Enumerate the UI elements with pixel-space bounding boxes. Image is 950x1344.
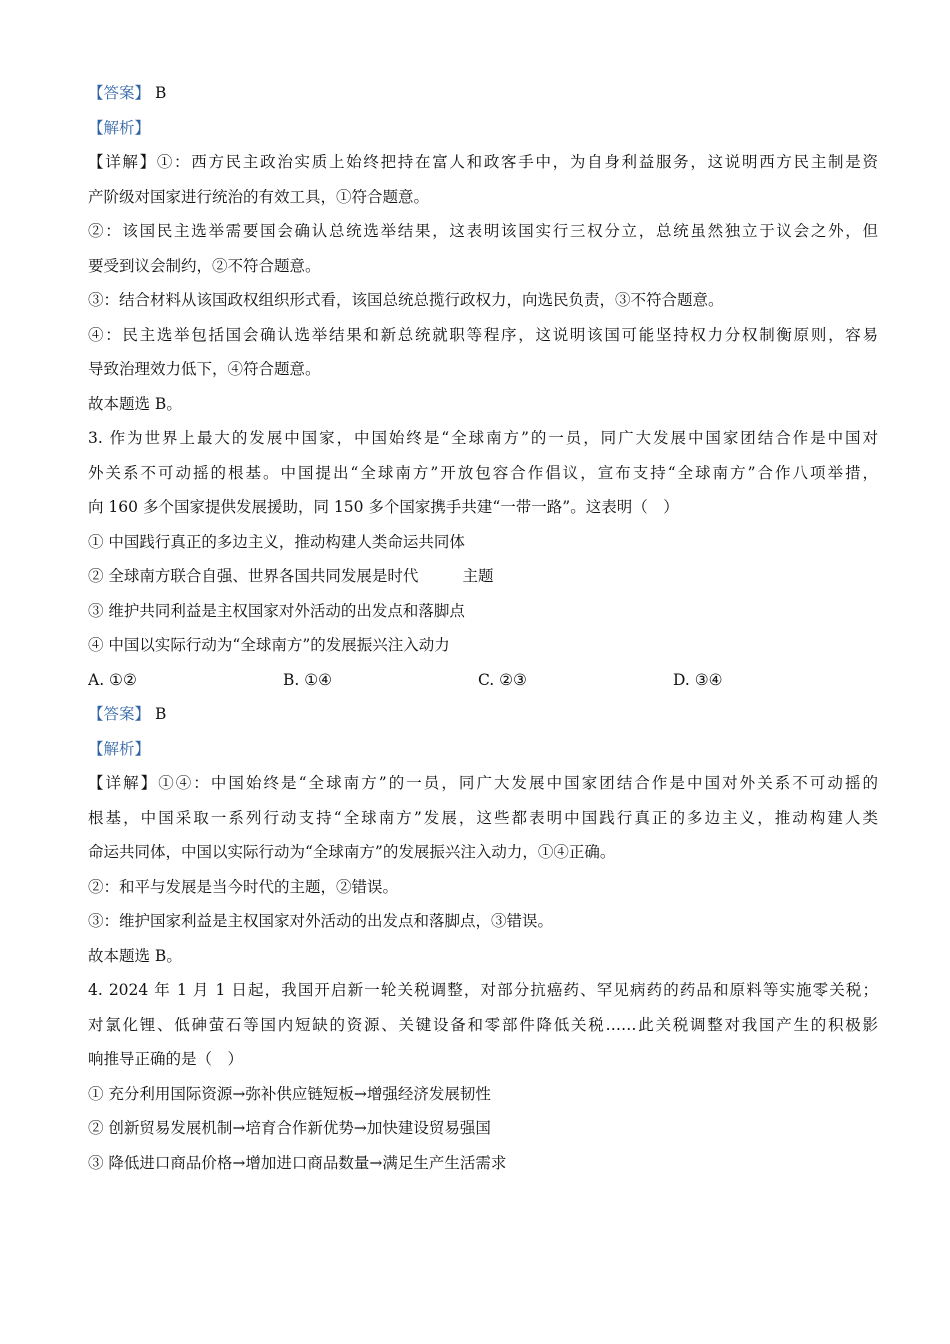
q3-stem-line-2: 外关系不可动摇的根基。中国提出“全球南方”开放包容合作倡议，宣布支持“全球南方”合作八项举措， bbox=[88, 463, 878, 482]
q4-stem-line-3: 响推导正确的是（ ） bbox=[88, 1050, 244, 1068]
answer-value: B bbox=[154, 84, 167, 102]
q2-detail-line-6: ④：民主选举包括国会确认选举结果和新总统就职等程序，这说明该国可能坚持权力分权制衡原则，容易 bbox=[88, 325, 878, 344]
q3-detail-line-5: ③：维护国家利益是主权国家对外活动的出发点和落脚点，③错误。 bbox=[88, 912, 554, 930]
detail-tag: 【详解】 bbox=[88, 153, 157, 171]
q2-answer bbox=[88, 76, 878, 111]
answer-tag: 【答案】 bbox=[88, 84, 151, 102]
detail-tag: 【详解】 bbox=[88, 774, 159, 792]
q2-analysis-heading bbox=[88, 111, 878, 146]
q3-detail-line-4: ②：和平与发展是当今时代的主题，②错误。 bbox=[88, 877, 399, 896]
q2-detail-line-4: 要受到议会制约，②不符合题意。 bbox=[88, 256, 321, 275]
q4-item-1: ① 充分利用国际资源→弥补供应链短板→增强经济发展韧性 bbox=[88, 1084, 491, 1103]
analysis-tag: 【解析】 bbox=[88, 739, 151, 758]
q4-stem-line-1: 4. 2024 年 1 月 1 日起，我国开启新一轮关税调整，对部分抗癌药、罕见病药的药品和原料等实施零关税； bbox=[88, 981, 878, 999]
q3-analysis-heading bbox=[88, 732, 878, 767]
q3-answer bbox=[88, 697, 878, 732]
q3-item-4: ④ 中国以实际行动为“全球南方”的发展振兴注入动力 bbox=[88, 636, 450, 654]
q2-detail-line-5: ③：结合材料从该国政权组织形式看，该国总统总揽行政权力，向选民负责，③不符合题意。 bbox=[88, 291, 724, 309]
q3-options bbox=[88, 663, 878, 698]
q2-conclusion: 故本题选 B。 bbox=[88, 394, 182, 413]
q3-detail-line-3: 命运共同体，中国以实际行动为“全球南方”的发展振兴注入动力，①④正确。 bbox=[88, 843, 616, 861]
answer-value: B bbox=[154, 705, 167, 723]
q2-detail-line-1: 【详解】①：西方民主政治实质上始终把持在富人和政客手中，为自身利益服务，这说明西方民主制是资 bbox=[88, 153, 878, 171]
q3-item-1: ① 中国践行真正的多边主义，推动构建人类命运共同体 bbox=[88, 532, 465, 551]
option-a: A. ①② bbox=[88, 670, 137, 689]
q2-detail-line-2: 产阶级对国家进行统治的有效工具，①符合题意。 bbox=[88, 187, 430, 206]
q3-detail-line-1: 【详解】①④：中国始终是“全球南方”的一员，同广大发展中国家团结合作是中国对外关系不可动摇的 bbox=[88, 774, 878, 792]
option-c: C. ②③ bbox=[478, 670, 527, 689]
q3-item-3: ③ 维护共同利益是主权国家对外活动的出发点和落脚点 bbox=[88, 601, 465, 620]
q3-item-2: ② 全球南方联合自强、世界各国共同发展是时代 主题 bbox=[88, 567, 494, 585]
q4-stem-line-2: 对氯化锂、低砷萤石等国内短缺的资源、关键设备和零部件降低关税……此关税调整对我国产生的积极影 bbox=[88, 1015, 878, 1034]
q3-stem-line-1: 3. 作为世界上最大的发展中国家，中国始终是“全球南方”的一员，同广大发展中国家团结合作是中国对 bbox=[88, 429, 878, 447]
q4-item-2: ② 创新贸易发展机制→培育合作新优势→加快建设贸易强国 bbox=[88, 1119, 491, 1137]
q2-detail-line-7: 导致治理效力低下，④符合题意。 bbox=[88, 360, 321, 378]
option-d: D. ③④ bbox=[673, 670, 723, 689]
option-b: B. ①④ bbox=[283, 670, 333, 689]
q3-detail-line-2: 根基，中国采取一系列行动支持“全球南方”发展，这些都表明中国践行真正的多边主义，推动构建人类 bbox=[88, 808, 878, 827]
document-page bbox=[88, 76, 878, 1180]
q3-conclusion: 故本题选 B。 bbox=[88, 946, 182, 965]
answer-tag: 【答案】 bbox=[88, 705, 151, 723]
q2-detail-line-3: ②：该国民主选举需要国会确认总统选举结果，这表明该国实行三权分立，总统虽然独立于议会之外，但 bbox=[88, 222, 878, 240]
q3-stem-line-3: 向 160 多个国家提供发展援助，同 150 多个国家携手共建“一带一路”。这表明（ ） bbox=[88, 498, 679, 516]
q4-item-3: ③ 降低进口商品价格→增加进口商品数量→满足生产生活需求 bbox=[88, 1153, 507, 1172]
analysis-tag: 【解析】 bbox=[88, 118, 151, 137]
